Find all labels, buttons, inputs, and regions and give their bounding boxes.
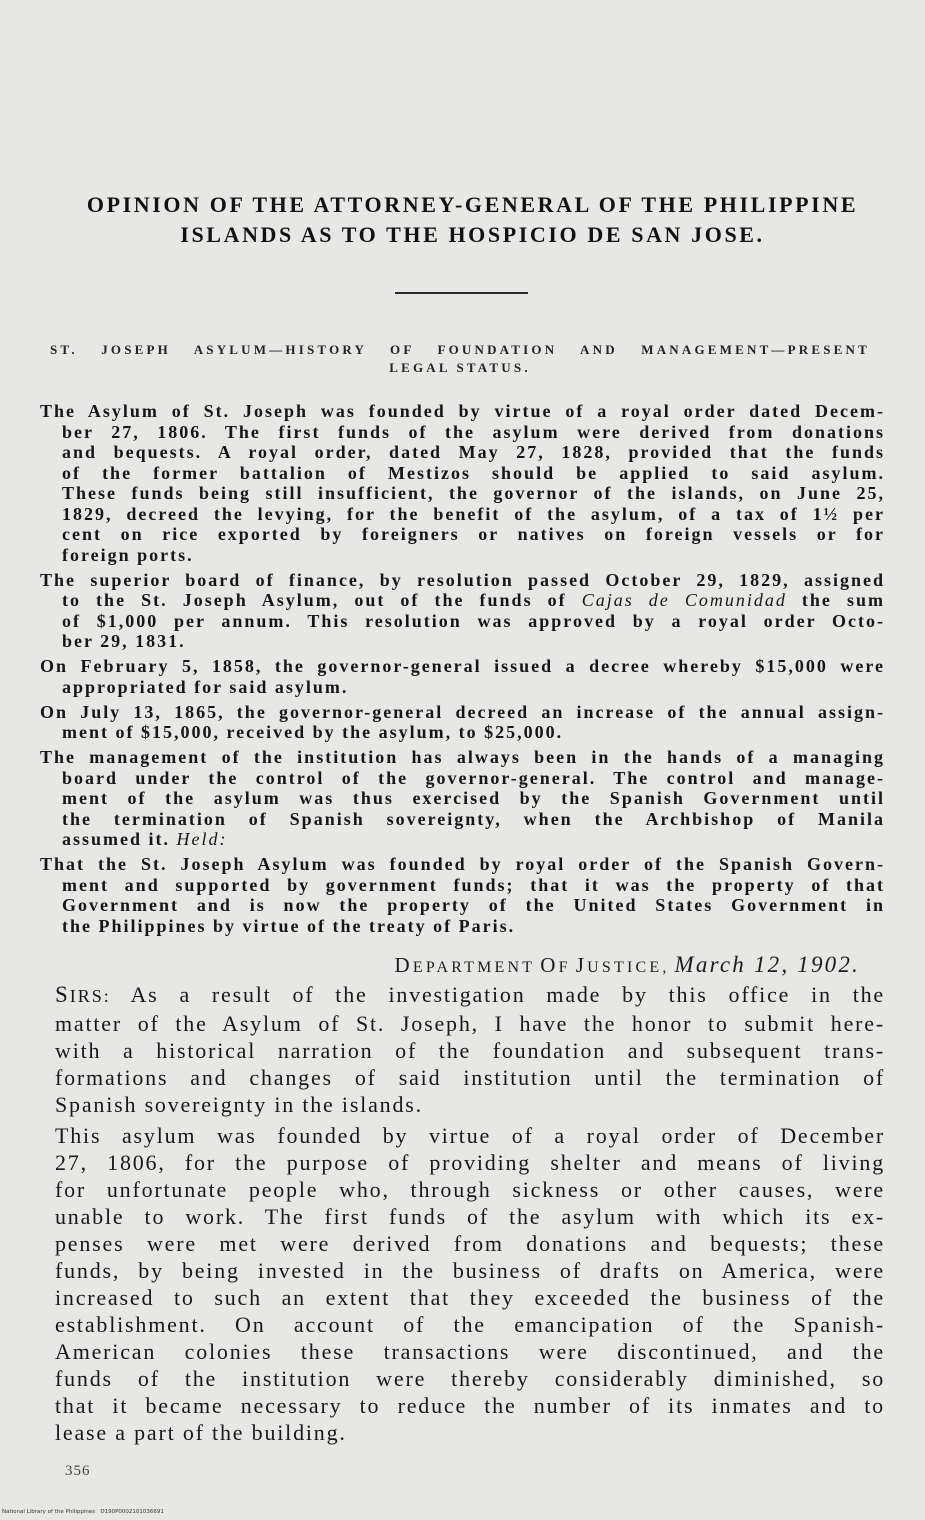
section-rule [395, 292, 528, 294]
syllabus-line: ment of the asylum was thus exercised by the Spanish Government until [62, 788, 885, 808]
body-line: that it became necessary to reduce the number of its inmates and to [55, 1393, 885, 1418]
syllabus-line: appropriated for said asylum. [62, 676, 349, 697]
page-number: 356 [65, 1463, 91, 1479]
italic-phrase: Held: [176, 829, 228, 849]
body-paragraph [55, 981, 885, 1118]
body-line: formations and changes of said institution until the termination of [55, 1065, 885, 1090]
footer-credit: National Library of the Philippines D190P0002101036691 [2, 1509, 164, 1515]
body-line: American colonies these transactions were discontinued, and the [55, 1339, 885, 1364]
syllabus-line: foreign ports. [62, 544, 194, 565]
syllabus-line: On February 5, 1858, the governor-general issued a decree whereby $15,000 were [40, 656, 885, 676]
body-line: This asylum was founded by virtue of a royal order of December [55, 1123, 885, 1148]
body-line: unable to work. The first funds of the asylum with which its ex- [55, 1204, 885, 1229]
italic-phrase: Cajas de Comunidad [581, 590, 787, 610]
syllabus-paragraph [40, 854, 885, 936]
syllabus-line: 1829, decreed the levying, for the benefit of the asylum, of a tax of 1½ per [62, 503, 885, 524]
syllabus-line: ment and supported by government funds; that it was the property of that [62, 874, 885, 895]
title-line: ISLANDS AS TO THE HOSPICIO DE SAN JOSE. [180, 222, 765, 247]
dateline-word: OF [540, 953, 571, 977]
body-line: funds of the institution were thereby considerably diminished, so [55, 1366, 885, 1391]
body-line: 27, 1806, for the purpose of providing shelter and means of living [55, 1150, 885, 1175]
body-line: lease a part of the building. [55, 1420, 347, 1445]
syllabus [40, 401, 885, 936]
syllabus-line: ber 29, 1831. [62, 631, 186, 651]
syllabus-paragraph [40, 570, 885, 652]
syllabus-line: These funds being still insufficient, the governor of the islands, on June 25, [62, 483, 885, 503]
dateline-word: DEPARTMENT [394, 953, 536, 977]
syllabus-line: cent on rice exported by foreigners or natives on foreign vessels or for [62, 524, 885, 544]
body-line: penses were met were derived from donations and bequests; these [55, 1231, 885, 1256]
dateline [395, 952, 860, 981]
syllabus-line: of $1,000 per annum. This resolution was approved by a royal order Octo- [62, 610, 885, 631]
line-text: to the St. Joseph Asylum, out of the funds of [62, 590, 582, 610]
body-line [55, 981, 885, 1010]
syllabus-line: of the former battalion of Mestizos should be applied to said asylum. [62, 462, 885, 483]
syllabus-line: the Philippines by virtue of the treaty of Paris. [62, 915, 516, 936]
syllabus-line: Government and is now the property of the United States Government in [62, 895, 885, 915]
body-line: funds, by being invested in the business of drafts on America, were [55, 1258, 885, 1283]
body-line: increased to such an extent that they exceeded the business of the [55, 1285, 885, 1310]
syllabus-line: ber 27, 1806. The first funds of the asylum were derived from donations [62, 421, 885, 442]
document-title [10, 190, 925, 250]
syllabus-line: the termination of Spanish sovereignty, when the Archbishop of Manila [62, 808, 885, 829]
letter-body [55, 981, 885, 1446]
body-line: matter of the Asylum of St. Joseph, I have the honor to submit here- [55, 1011, 885, 1036]
heading-line: ST. JOSEPH ASYLUM—HISTORY OF FOUNDATION AND MANAGEMENT—PRESENT [50, 342, 870, 357]
syllabus-paragraph [40, 702, 885, 743]
body-line: with a historical narration of the foundation and subsequent trans- [55, 1038, 885, 1063]
body-line: for unfortunate people who, through sickness or other causes, were [55, 1177, 885, 1202]
syllabus-line: and bequests. A royal order, dated May 27, 1828, provided that the funds [62, 442, 885, 462]
syllabus-line: The superior board of finance, by resolution passed October 29, 1829, assigned [40, 569, 885, 590]
syllabus-heading [50, 341, 870, 377]
syllabus-paragraph [40, 656, 885, 697]
body-paragraph [55, 1122, 885, 1446]
syllabus-line: That the St. Joseph Asylum was founded by royal order of the Spanish Govern- [40, 854, 885, 874]
syllabus-line: The management of the institution has always been in the hands of a managing [40, 747, 885, 767]
line-text: As a result of the investigation made by this office in the [110, 982, 885, 1007]
dateline-date: March 12, 1902. [674, 952, 860, 977]
title-line: OPINION OF THE ATTORNEY-GENERAL OF THE PHILIPPINE [86, 192, 859, 217]
syllabus-paragraph [40, 747, 885, 850]
syllabus-line [62, 829, 885, 850]
syllabus-line: ment of $15,000, received by the asylum, to $25,000. [62, 722, 564, 742]
syllabus-line: The Asylum of St. Joseph was founded by virtue of a royal order dated Decem- [40, 401, 885, 421]
heading-line: LEGAL STATUS. [389, 360, 531, 375]
salutation: SIRS: [55, 982, 111, 1007]
body-line: Spanish sovereignty in the islands. [55, 1092, 423, 1117]
syllabus-line: board under the control of the governor-general. The control and manage- [62, 767, 885, 788]
dateline-word: JUSTICE, [575, 953, 670, 977]
line-text: assumed it. [62, 829, 177, 849]
syllabus-line [62, 590, 885, 611]
body-line: establishment. On account of the emancipation of the Spanish- [55, 1312, 885, 1337]
line-text: the sum [786, 590, 885, 610]
syllabus-paragraph [40, 401, 885, 565]
syllabus-line: On July 13, 1865, the governor-general decreed an increase of the annual assign- [40, 701, 885, 722]
